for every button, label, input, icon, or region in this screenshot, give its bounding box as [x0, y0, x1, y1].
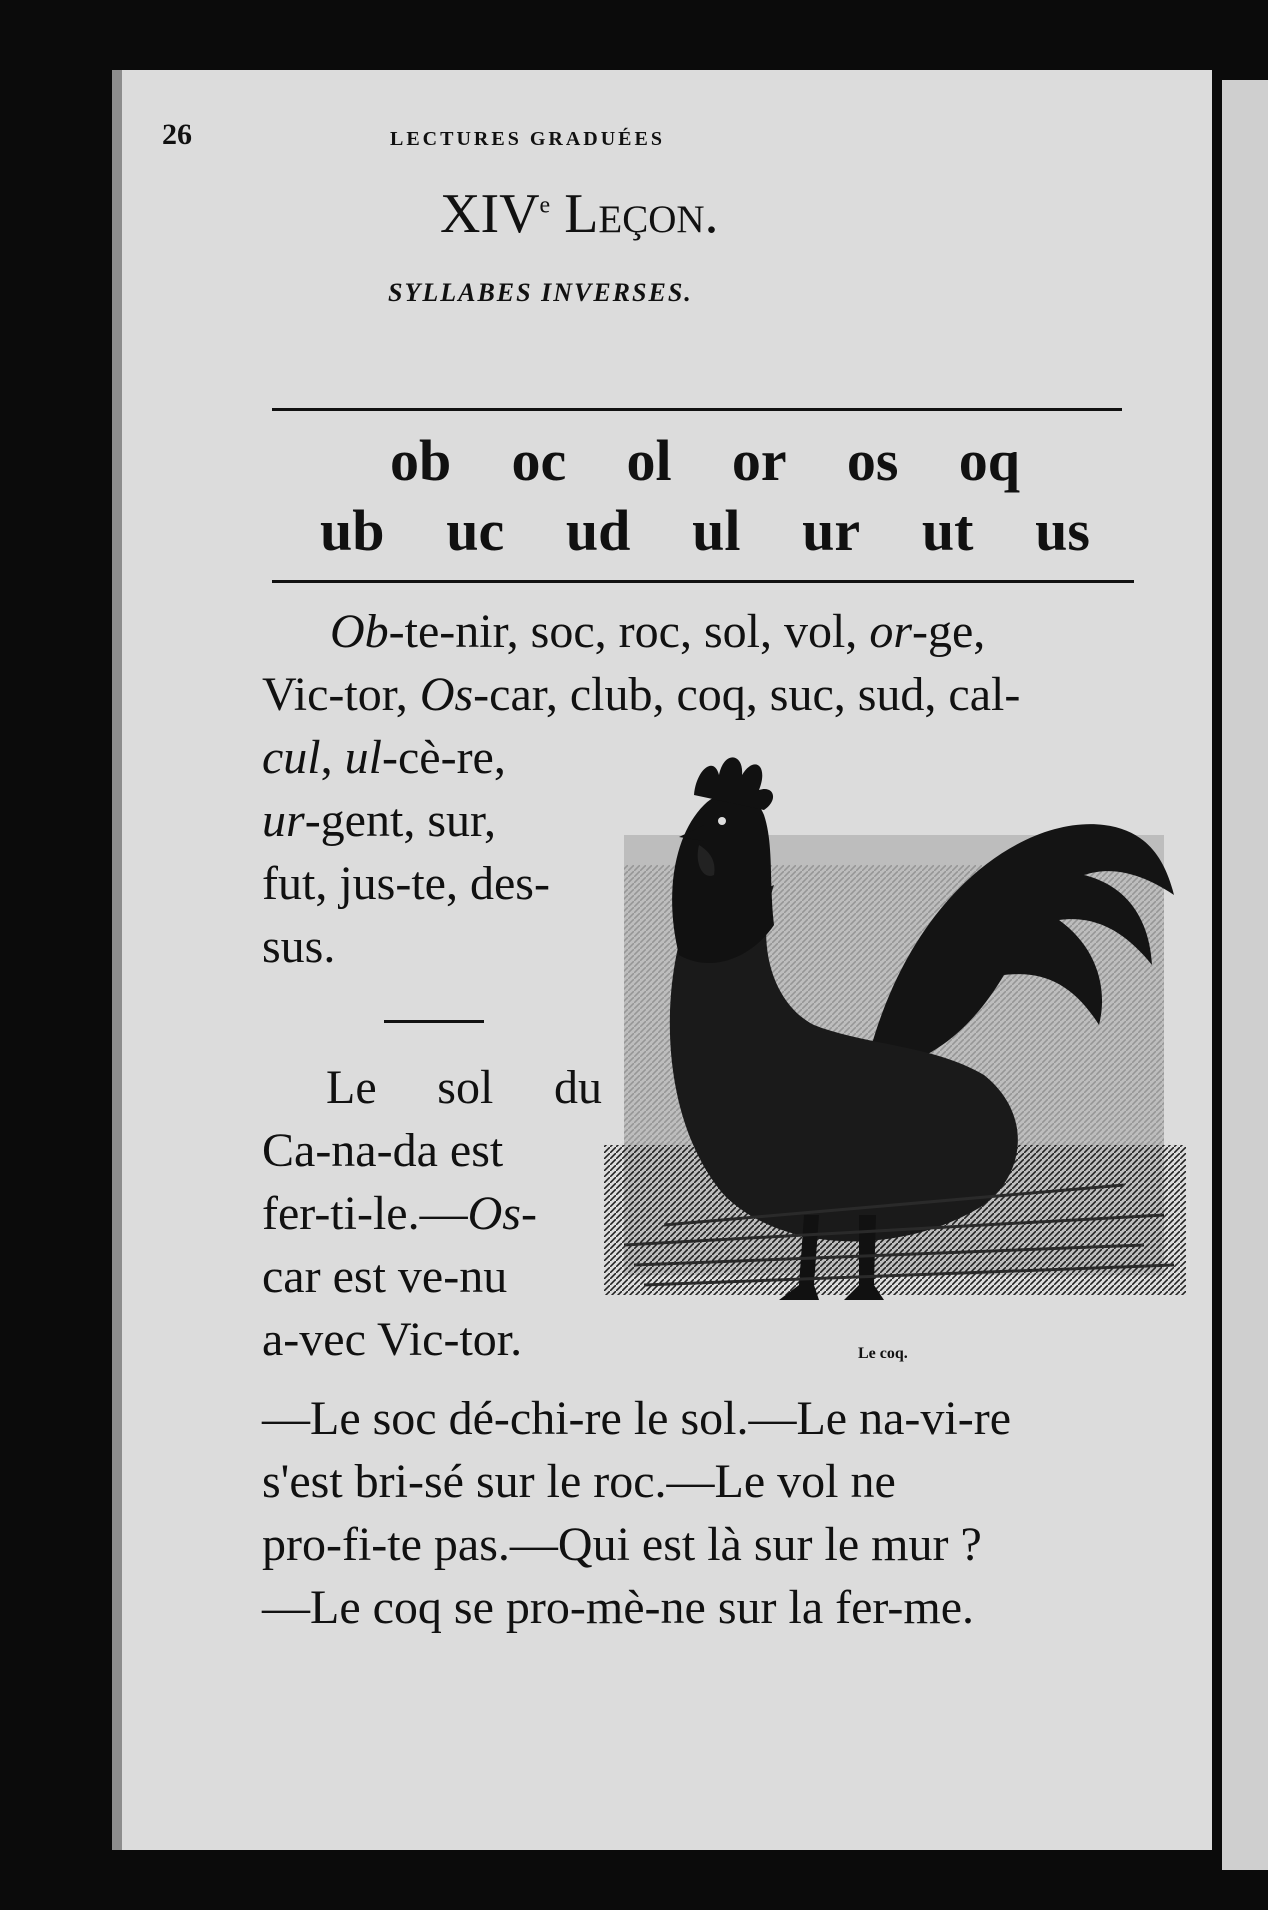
sentence-line-5: a-vec Vic-tor.: [262, 1313, 523, 1366]
sentence-line-3: [262, 1182, 602, 1245]
running-header: LECTURES GRADUÉES: [390, 128, 665, 150]
word-text: Vic-tor,: [262, 668, 420, 721]
bottom-rule: [272, 580, 1134, 583]
page-number: 26: [162, 118, 192, 151]
lesson-numeral: XIV: [440, 183, 540, 245]
sentence-line-8: pro-fi-te pas.—Qui est là sur le mur ?: [262, 1518, 982, 1571]
word-text: -ge,: [912, 605, 986, 658]
syllable: oq: [958, 428, 1020, 493]
lesson-word: Leçon.: [564, 183, 719, 245]
syllable: ul: [692, 498, 741, 563]
word-italic: ur: [262, 794, 305, 847]
facing-page-edge: [1222, 80, 1268, 1870]
word-line-3: [262, 726, 602, 789]
lesson-subtitle: SYLLABES INVERSES.: [388, 278, 693, 307]
sentence-line-9: —Le coq se pro-mè-ne sur la fer-me.: [262, 1581, 975, 1634]
word-italic: or: [869, 605, 912, 658]
sentence-line-2: Ca-na-da est: [262, 1124, 504, 1177]
word-line-1: [330, 600, 1152, 663]
syllable: ur: [802, 498, 861, 563]
sentence-line-4: car est ve-nu: [262, 1250, 508, 1303]
syllable: ub: [320, 498, 385, 563]
syllable: ut: [921, 498, 974, 563]
syllable: ob: [390, 428, 452, 493]
syllable-row-2: [320, 498, 1090, 563]
word-text: -te-nir, soc, roc, sol, vol,: [388, 605, 870, 658]
illustration-caption: Le coq.: [858, 1345, 908, 1362]
syllable: os: [846, 428, 899, 493]
sentence-line-7: s'est bri-sé sur le roc.—Le vol ne: [262, 1455, 896, 1508]
lesson-numeral-sup: e: [539, 192, 551, 219]
word-line-4: [262, 789, 602, 852]
syllable: ud: [565, 498, 631, 563]
sentence-text: fer-ti-le.—: [262, 1187, 468, 1240]
word-line-6: sus.: [262, 920, 336, 973]
sentence-italic: Os-: [467, 1187, 537, 1240]
word-text: ,: [320, 731, 345, 784]
syllable: ol: [626, 428, 672, 493]
word-italic: Os: [419, 668, 474, 721]
sentence-line-6: —Le soc dé-chi-re le sol.—Le na-vi-re: [262, 1392, 1011, 1445]
lesson-title: [440, 182, 719, 246]
word-italic: ul: [344, 731, 382, 784]
short-divider: [384, 1020, 484, 1023]
word-italic: cul: [262, 731, 321, 784]
syllable: oc: [511, 428, 567, 493]
rooster-illustration: [604, 745, 1186, 1315]
syllable-row-1: [390, 428, 1020, 493]
sentence-line-1: Le sol du: [326, 1061, 602, 1114]
syllable: us: [1035, 498, 1090, 563]
word-text: -gent, sur,: [304, 794, 497, 847]
word-italic: Ob: [330, 605, 389, 658]
syllable: or: [731, 428, 787, 493]
word-line-5: fut, jus-te, des-: [262, 857, 550, 910]
word-text: -car, club, coq, suc, sud, cal-: [473, 668, 1021, 721]
syllable: uc: [446, 498, 505, 563]
word-line-2: [262, 663, 1152, 726]
top-rule: [272, 408, 1122, 411]
word-text: -cè-re,: [381, 731, 506, 784]
